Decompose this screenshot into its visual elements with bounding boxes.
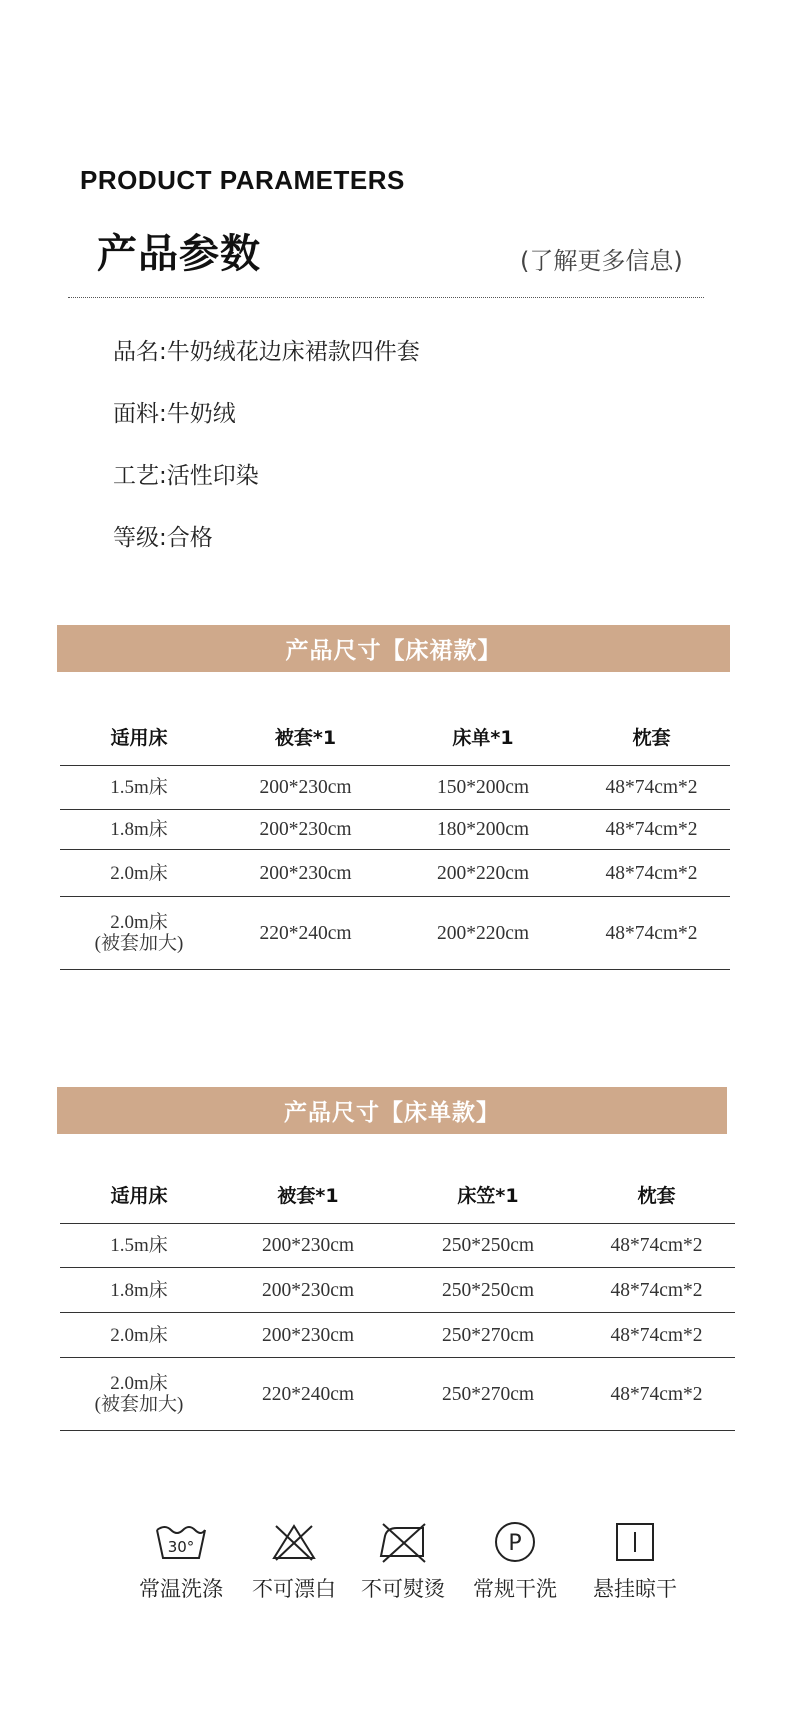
info-value: 活性印染 bbox=[166, 463, 259, 489]
cell: 250*250cm bbox=[398, 1268, 578, 1313]
divider bbox=[68, 297, 704, 298]
col-header: 适用床 bbox=[60, 707, 218, 766]
care-label-dry-clean: 常规干洗 bbox=[473, 1577, 557, 1601]
cell: 48*74cm*2 bbox=[578, 1268, 735, 1313]
cell: 200*230cm bbox=[218, 850, 393, 897]
table-row bbox=[60, 1358, 735, 1431]
cell: 48*74cm*2 bbox=[573, 897, 730, 970]
table-row bbox=[60, 897, 730, 970]
cell-bed: 2.0m床 bbox=[60, 850, 218, 897]
cell-bed bbox=[60, 1358, 218, 1431]
cell-bed: 1.5m床 bbox=[60, 766, 218, 810]
info-value: 牛奶绒花边床裙款四件套 bbox=[166, 339, 420, 365]
more-info-link[interactable]: (了解更多信息) bbox=[520, 247, 683, 275]
size-table-sheet bbox=[60, 1165, 735, 1431]
cell: 48*74cm*2 bbox=[578, 1313, 735, 1358]
size-banner-sheet: 产品尺寸【床单款】 bbox=[57, 1087, 727, 1134]
info-row-craft bbox=[113, 457, 259, 490]
cell: 250*270cm bbox=[398, 1313, 578, 1358]
size-banner-bedskirt: 产品尺寸【床裙款】 bbox=[57, 625, 730, 672]
col-header: 适用床 bbox=[60, 1165, 218, 1224]
bed-size: 2.0m床 bbox=[110, 1373, 168, 1394]
cell-bed: 1.5m床 bbox=[60, 1224, 218, 1268]
cell: 250*250cm bbox=[398, 1224, 578, 1268]
cell: 48*74cm*2 bbox=[578, 1224, 735, 1268]
cell-bed bbox=[60, 897, 218, 970]
cell-bed: 1.8m床 bbox=[60, 1268, 218, 1313]
bed-size: 2.0m床 bbox=[110, 912, 168, 933]
info-row-grade bbox=[113, 519, 213, 552]
table-row bbox=[60, 1224, 735, 1268]
info-label: 工艺: bbox=[113, 463, 167, 489]
bed-note: (被套加大) bbox=[94, 1394, 184, 1415]
info-label: 等级: bbox=[113, 525, 167, 551]
cell-bed: 2.0m床 bbox=[60, 1313, 218, 1358]
col-header: 被套*1 bbox=[218, 707, 393, 766]
cell: 200*230cm bbox=[218, 810, 393, 850]
col-header: 枕套 bbox=[578, 1165, 735, 1224]
info-value: 合格 bbox=[166, 525, 213, 551]
cell: 150*200cm bbox=[393, 766, 573, 810]
cell: 200*230cm bbox=[218, 1313, 398, 1358]
info-row-fabric bbox=[113, 395, 236, 428]
title-en: PRODUCT PARAMETERS bbox=[80, 165, 405, 195]
cell: 200*220cm bbox=[393, 897, 573, 970]
care-label-hang-dry: 悬挂晾干 bbox=[593, 1577, 677, 1601]
table-header-row bbox=[60, 707, 730, 766]
cell: 48*74cm*2 bbox=[573, 850, 730, 897]
size-table-bedskirt bbox=[60, 707, 730, 970]
table-row bbox=[60, 850, 730, 897]
table-row bbox=[60, 1268, 735, 1313]
col-header: 枕套 bbox=[573, 707, 730, 766]
cell: 220*240cm bbox=[218, 897, 393, 970]
info-row-name bbox=[113, 333, 420, 366]
dry-clean-letter: P bbox=[508, 1531, 522, 1556]
care-label-no-bleach: 不可漂白 bbox=[252, 1577, 336, 1601]
cell: 200*220cm bbox=[393, 850, 573, 897]
info-value: 牛奶绒 bbox=[166, 401, 236, 427]
dry-clean-icon bbox=[487, 1520, 543, 1564]
cell: 220*240cm bbox=[218, 1358, 398, 1431]
cell: 200*230cm bbox=[218, 1224, 398, 1268]
hang-dry-icon bbox=[607, 1520, 663, 1564]
bed-note: (被套加大) bbox=[94, 933, 184, 954]
wash-temp-label: 30° bbox=[167, 1538, 195, 1556]
cell: 250*270cm bbox=[398, 1358, 578, 1431]
care-label-no-iron: 不可熨烫 bbox=[361, 1577, 445, 1601]
cell: 200*230cm bbox=[218, 1268, 398, 1313]
no-bleach-icon bbox=[266, 1520, 322, 1564]
table-header-row bbox=[60, 1165, 735, 1224]
cell-bed: 1.8m床 bbox=[60, 810, 218, 850]
title-cn: 产品参数 bbox=[97, 231, 261, 277]
cell: 48*74cm*2 bbox=[573, 810, 730, 850]
table-row bbox=[60, 810, 730, 850]
table-row bbox=[60, 766, 730, 810]
info-label: 品名: bbox=[113, 339, 167, 365]
table-row bbox=[60, 1313, 735, 1358]
care-label-wash: 常温洗涤 bbox=[139, 1577, 223, 1601]
col-header: 床笠*1 bbox=[398, 1165, 578, 1224]
wash-30-icon bbox=[153, 1520, 209, 1564]
col-header: 被套*1 bbox=[218, 1165, 398, 1224]
cell: 180*200cm bbox=[393, 810, 573, 850]
info-label: 面料: bbox=[113, 401, 167, 427]
no-iron-icon bbox=[375, 1520, 431, 1564]
col-header: 床单*1 bbox=[393, 707, 573, 766]
cell: 48*74cm*2 bbox=[573, 766, 730, 810]
cell: 200*230cm bbox=[218, 766, 393, 810]
cell: 48*74cm*2 bbox=[578, 1358, 735, 1431]
